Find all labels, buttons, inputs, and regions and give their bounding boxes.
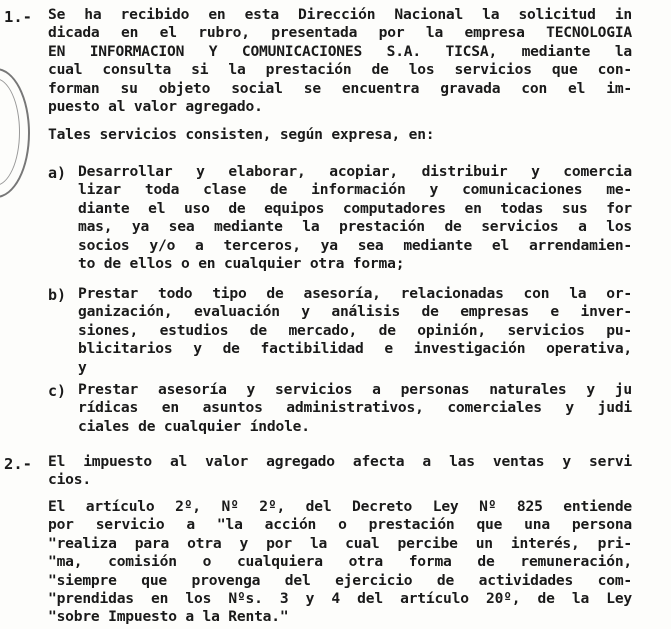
service-c-text bbox=[78, 381, 632, 436]
service-b-text bbox=[78, 285, 632, 377]
service-a-line-4: mas, ya sea mediante la prestación de servicios a los bbox=[78, 218, 632, 236]
service-c-line-3: ciales de cualquier índole. bbox=[78, 417, 310, 435]
decree-line-3: "realiza para otra y por la cual percibe un interés, pri- bbox=[48, 534, 632, 552]
service-a-line-1: Desarrollar y elaborar, acopiar, distribuir y comercia bbox=[78, 163, 632, 180]
service-c-line-2: rídicas en asuntos administrativos, comerciales y judi bbox=[78, 399, 632, 417]
service-c-label: c) bbox=[48, 382, 67, 400]
item-number-2: 2.- bbox=[4, 455, 32, 473]
service-b-line-2: ganización, evaluación y análisis de empresas e inver- bbox=[78, 303, 632, 321]
decree-line-5: "siempre que provenga del ejercicio de actividades com- bbox=[48, 571, 632, 589]
service-b-label: b) bbox=[48, 286, 67, 304]
service-a-line-3: diante el uso de equipos computadores en todas sus for bbox=[78, 199, 632, 217]
service-c-line-1: Prestar asesoría y servicios a personas naturales y ju bbox=[78, 381, 632, 398]
item1-line-5: forman su objeto social se encuentra gravada con el im- bbox=[48, 79, 632, 97]
item1-paragraph bbox=[48, 6, 632, 116]
decree-line-6: "prendidas en los Nºs. 3 y 4 del artículo 20º, de la Ley bbox=[48, 590, 632, 608]
item2-paragraph bbox=[48, 453, 632, 490]
item2-line-2: cios. bbox=[48, 471, 91, 489]
service-b-line-5: y bbox=[78, 358, 87, 376]
item1-line-6: puesto al valor agregado. bbox=[48, 98, 263, 116]
decree-paragraph bbox=[48, 498, 632, 627]
item-number-1: 1.- bbox=[4, 8, 32, 26]
decree-line-2: por servicio a "la acción o prestación que una persona bbox=[48, 516, 632, 534]
service-a-text bbox=[78, 163, 632, 273]
item2-line-1: El impuesto al valor agregado afecta a las ventas y servi bbox=[48, 453, 632, 470]
service-a-label: a) bbox=[48, 164, 67, 182]
item1-line-1: Se ha recibido en esta Dirección Nacional la solicitud in bbox=[48, 6, 632, 23]
service-a-line-6: to de ellos o en cualquier otra forma; bbox=[78, 255, 405, 273]
decree-line-4: "ma, comisión o cualquiera otra forma de remuneración, bbox=[48, 553, 632, 571]
service-a-line-5: socios y/o a terceros, ya sea mediante el arrendamien- bbox=[78, 236, 632, 254]
service-b-line-4: blicitarios y de factibilidad e investigación operativa, bbox=[78, 340, 632, 358]
service-b-line-1: Prestar todo tipo de asesoría, relacionadas con la or- bbox=[78, 285, 632, 302]
item1-line-2: dicada en el rubro, presentada por la empresa TECNOLOGIA bbox=[48, 24, 632, 42]
decree-line-7: "sobre Impuesto a la Renta." bbox=[48, 608, 289, 626]
services-intro: Tales servicios consisten, según expresa, en: bbox=[48, 126, 435, 143]
item1-line-3: EN INFORMACION Y COMUNICACIONES S.A. TICSA, mediante la bbox=[48, 42, 632, 60]
service-a-line-2: lizar toda clase de información y comunicaciones me- bbox=[78, 181, 632, 199]
decree-line-1: El artículo 2º, Nº 2º, del Decreto Ley Nº 825 entiende bbox=[48, 498, 632, 515]
service-b-line-3: siones, estudios de mercado, de opinión, servicios pu- bbox=[78, 321, 632, 339]
item1-line-4: cual consulta si la prestación de los servicios que con- bbox=[48, 61, 632, 79]
